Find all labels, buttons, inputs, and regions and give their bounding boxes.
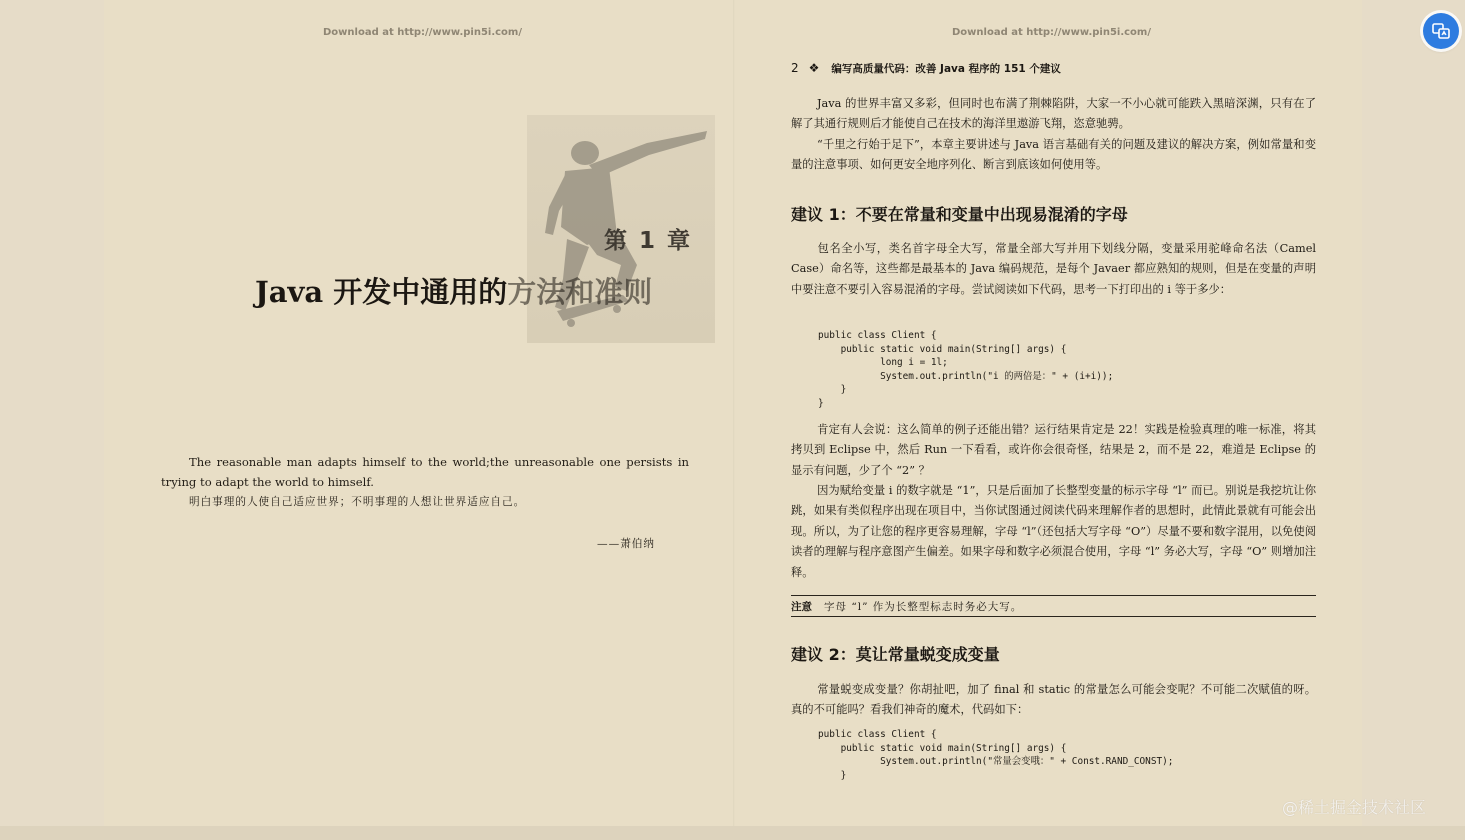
chapter-title-part-b: 方法和准则	[507, 275, 653, 309]
download-header-right: Download at http://www.pin5i.com/	[952, 27, 1151, 38]
epigraph-english: The reasonable man adapts himself to the world;the unreasonable one persists in trying to adapt the world to himself.	[161, 455, 689, 489]
epigraph-author: ——萧伯纳	[597, 538, 655, 550]
bottom-strip	[0, 826, 1465, 840]
running-head	[791, 60, 1061, 76]
note-text: 字母 “l” 作为长整型标志时务必大写。	[824, 600, 1023, 613]
watermark: @稀土掘金技术社区	[1282, 798, 1427, 817]
note-label: 注意	[791, 600, 812, 613]
section-heading-2: 建议 2：莫让常量蜕变成变量	[791, 645, 1000, 664]
page-gutter	[733, 0, 735, 826]
chapter-title	[255, 270, 652, 311]
page-number: 2	[791, 61, 799, 75]
note-box	[791, 595, 1316, 617]
intro-paragraph-1: Java 的世界丰富又多彩，但同时也布满了荆棘陷阱，大家一不小心就可能跌入黑暗深渊，只有在了解了其通行规则后才能使自己在技术的海洋里遨游飞翔，恣意驰骋。	[791, 97, 1316, 131]
intro-paragraph-2: “千里之行始于足下”，本章主要讲述与 Java 语言基础有关的问题及建议的解决方案，例如常量和变量的注意事项、如何更安全地序列化、断言到底该如何使用等。	[791, 138, 1316, 172]
chapter-label: 第 1 章	[604, 228, 693, 254]
section1-paragraph-2: 肯定有人会说：这么简单的例子还能出错？运行结果肯定是 22！实践是检验真理的唯一标准，将其拷贝到 Eclipse 中，然后 Run 一下看看，或许你会很奇怪，结果是 2，而不是 22，难道是 Eclipse 的显示有问题，少了个 “2” ？	[791, 423, 1316, 477]
translate-button[interactable]	[1423, 13, 1459, 49]
section1-paragraph-3: 因为赋给变量 i 的数字就是 “1”，只是后面加了长整型变量的标示字母 “l” 而已。别说是我挖坑让你跳，如果有类似程序出现在项目中，当你试图通过阅读代码来理解作者的思想时，此情此景就有可能会出现。所以，为了让您的程序更容易理解，字母 “l”（还包括大写字母 “O”）尽量不要和数字混用，以免使阅读者的理解与程序意图产生偏差。如果字母和数字必须混合使用，字母 “l” 务必大写，字母 “O” 则增加注释。	[791, 484, 1316, 579]
section2-paragraph-1: 常量蜕变成变量？你胡扯吧，加了 final 和 static 的常量怎么可能会变呢？不可能二次赋值的呀。真的不可能吗？看我们神奇的魔术，代码如下：	[791, 683, 1316, 717]
running-head-title: 编写高质量代码：改善 Java 程序的 151 个建议	[831, 62, 1061, 75]
translate-icon	[1431, 21, 1451, 41]
section1-paragraph-1: 包名全小写，类名首字母全大写，常量全部大写并用下划线分隔，变量采用驼峰命名法（Camel Case）命名等，这些都是最基本的 Java 编码规范，是每个 Javaer 都应熟知的规则，但是在变量的声明中要注意不要引入容易混淆的字母。尝试阅读如下代码，思考一下打印出的 i 等于多少：	[791, 242, 1316, 296]
epigraph-chinese: 明白事理的人使自己适应世界；不明事理的人想让世界适应自己。	[189, 496, 526, 508]
section-heading-1: 建议 1：不要在常量和变量中出现易混淆的字母	[791, 205, 1128, 224]
ornament-icon: ❖	[808, 61, 820, 75]
code-block-1: public class Client { public static void main(String[] args) { long i = 1l; System.out.println("i 的两倍是：" + (i+i)); } }	[818, 330, 1114, 409]
chapter-title-part-a: Java 开发中通用的	[255, 275, 508, 309]
download-header-left: Download at http://www.pin5i.com/	[323, 27, 522, 38]
code-block-2: public class Client { public static void main(String[] args) { System.out.println("常量会变哦：" + Const.RAND_CONST); }	[818, 729, 1174, 781]
